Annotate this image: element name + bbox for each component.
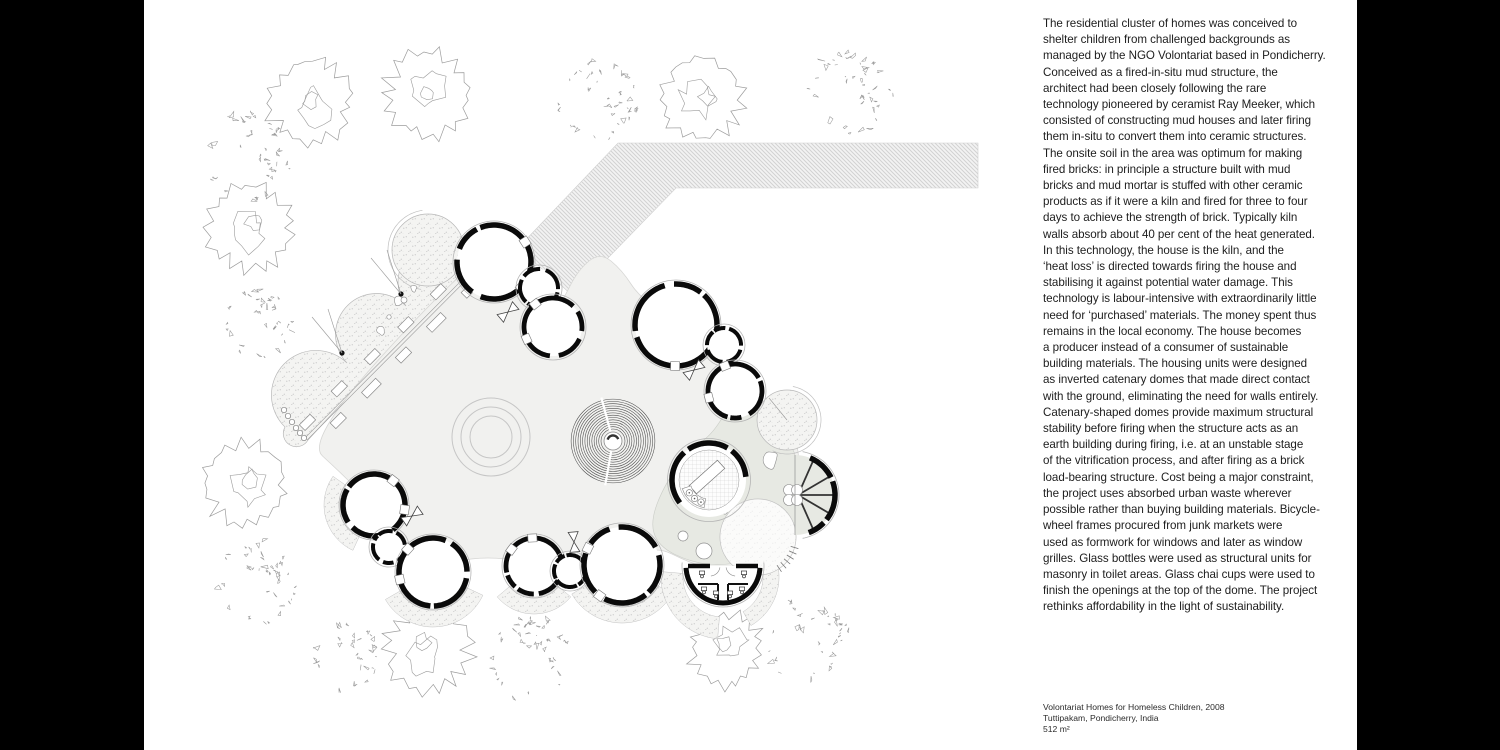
caption-location: Tuttipakam, Pondicherry, India: [1043, 713, 1159, 723]
tree-dashed-icon: [768, 600, 849, 682]
dome-home: [631, 280, 721, 370]
body-text: The residential cluster of homes was conceived to shelter children from challenged backgrounds as managed by the NGO Volontariat based in Pondicherry. Conceived as a fired-in-situ mud structure, the architect had been closely following the rare technology pioneered by ceramist Ray Meeker, which consisted of constructing mud houses and later firing them in-situ to convert them into ceramic structures. The onsite soil in the area was optimum for making fired bricks: in principle a structure built with mud bricks and mud mortar is stuffed with other ceramic products as if it were a kiln and fired for three to four days to achieve the strength of brick. Typically kiln walls absorb about 40 per cent of the heat generated. In this technology, the house is the kiln, and the ‘heat loss’ is directed towards firing the house and stabilising it against potential water damage. This technology is labour-intensive with extraordinarily little need for ‘purchased’ materials. The money spent thus remains in the local economy. The house becomes a producer instead of a consumer of sustainable building materials. The housing units were designed as inverted catenary domes that made direct contact with the ground, eliminating the need for walls entirely. Catenary-shaped domes provide maximum structural stability before firing when the structure acts as an earth building during firing, i.e. at an unstable stage of the vitrification process, and after firing as a brick load-bearing structure. Cost being a major constraint, the project uses absorbed urban waste wherever possible rather than buying building materials. Bicycle- wheel frames procured from junk markets were used as formwork for windows and later as window grilles. Glass bottles were used as structural units for masonry in toilet areas. Glass chai cups were used to finish the openings at the top of the dome. The project rethinks affordability in the light of sustainability.: [1043, 17, 1326, 614]
dome-home: [520, 294, 586, 360]
tree-dashed-icon: [490, 616, 569, 700]
tree-dashed-icon: [807, 50, 894, 134]
caption-title: Volontariat Homes for Homeless Children, 2008: [1043, 702, 1225, 712]
tree-icon: [265, 57, 353, 148]
tree-dashed-icon: [226, 289, 295, 358]
tree-dashed-icon: [215, 539, 297, 625]
dome-home: [704, 360, 766, 422]
tree-dashed-icon: [208, 111, 290, 201]
toilet-dome: [682, 562, 764, 607]
tree-icon: [381, 47, 470, 142]
tree-dashed-icon: [558, 59, 638, 140]
dome-home: [703, 324, 745, 366]
project-caption: [1043, 702, 1355, 735]
tree-icon: [203, 182, 295, 275]
tree-dashed-icon: [313, 622, 377, 692]
caption-area: 512 m²: [1043, 724, 1070, 734]
article-text-column: [1043, 16, 1355, 616]
tree-icon: [203, 437, 288, 528]
tree-icon: [660, 56, 747, 139]
